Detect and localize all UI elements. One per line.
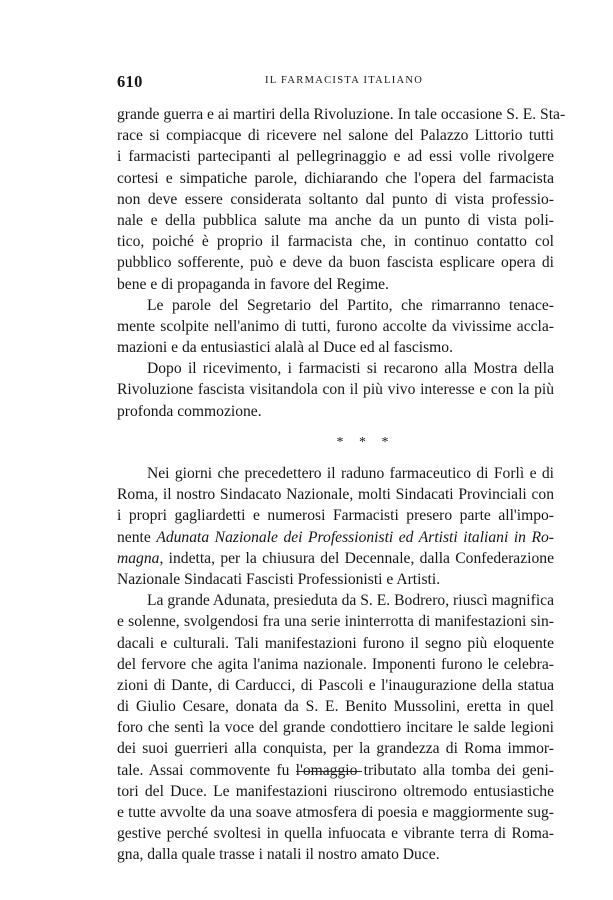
text-line: i farmacisti partecipanti al pellegrinaggio e ad essi volle rivolgere <box>117 148 554 166</box>
page-header <box>117 72 554 94</box>
paragraph <box>117 104 566 295</box>
text-line: foro che sentì la voce del grande condottiero incitare le salde legioni <box>117 719 554 737</box>
text-line: nale e della pubblica salute ma anche da un punto di vista poli- <box>117 211 554 229</box>
text-line: Dopo il ricevimento, i farmacisti si recarono alla Mostra della <box>147 360 554 378</box>
text-line: mazioni e da entusiastici alalà al Duce ed al fascismo. <box>117 339 453 357</box>
paragraph <box>117 358 554 422</box>
text-line: pubblico sofferente, può e deve da buon fascista esplicare opera di <box>117 254 554 272</box>
text-line: mente scolpite nell'animo di tutti, furono accolte da vivissime accla- <box>117 317 554 335</box>
text-line: di Giulio Cesare, donata da S. E. Benito Mussolini, eretta in quel <box>117 698 554 716</box>
page-number: 610 <box>117 72 143 91</box>
text-line: nente Adunata Nazionale dei Professionisti ed Artisti italiani in Ro- <box>117 528 554 546</box>
end-rule <box>296 771 362 772</box>
text-line: cortesi e simpatiche parole, dichiarando che l'opera del farmacista <box>117 169 554 187</box>
text-line: gestive perché svoltesi in quella infuocata e vibrante terra di Roma- <box>117 825 554 843</box>
text-line: bene e di propaganda in favore del Regime. <box>117 275 389 293</box>
text-line: profonda commozione. <box>117 402 262 420</box>
text-line: magna, indetta, per la chiusura del Decennale, dalla Confederazione <box>117 549 554 567</box>
text-line: grande guerra e ai martiri della Rivoluzione. In tale occasione S. E. Sta- <box>117 106 566 123</box>
text-line: Le parole del Segretario del Partito, che rimarranno tenace- <box>147 296 554 314</box>
text-line: Roma, il nostro Sindacato Nazionale, molti Sindacati Provinciali con <box>117 486 554 504</box>
text-line: Rivoluzione fascista visitandola con il più vivo interesse e con la più <box>117 381 554 399</box>
text-line: del fervore che agita l'anima nazionale. Imponenti furono le celebra- <box>117 655 554 673</box>
text-line: zioni di Dante, di Carducci, di Pascoli e l'inaugurazione della statua <box>117 676 554 694</box>
paragraph <box>117 590 554 865</box>
paragraph <box>117 295 554 359</box>
running-head: IL FARMACISTA ITALIANO <box>265 75 424 86</box>
paragraph <box>117 463 554 590</box>
text-line: gna, dalla quale trasse i natali il nostro amato Duce. <box>117 846 440 864</box>
text-line: Nei giorni che precedettero il raduno farmaceutico di Forlì e di <box>147 465 554 482</box>
section-break: * * * <box>336 434 395 450</box>
text-line: tale. Assai commovente fu l'omaggio tributato alla tomba dei geni- <box>117 761 554 779</box>
text-line: e tutte avvolte da una soave atmosfera di poesia e maggiormente sug- <box>117 804 554 821</box>
text-line: dei suoi guerrieri alla conquista, per la grandezza di Roma immor- <box>117 740 554 758</box>
body-text <box>117 104 566 866</box>
text-line: dacali e culturali. Tali manifestazioni furono il segno più eloquente <box>117 634 554 652</box>
text-line: Nazionale Sindacati Fascisti Professionisti e Artisti. <box>117 570 441 588</box>
text-line: i propri gagliardetti e numerosi Farmacisti presero parte all'impo- <box>117 507 554 525</box>
text-line: e solenne, svolgendosi fra una serie ininterrotta di manifestazioni sin- <box>117 613 554 631</box>
text-line: race si compiacque di ricevere nel salone del Palazzo Littorio tutti <box>117 127 554 145</box>
text-line: tico, poiché è proprio il farmacista che, in continuo contatto col <box>117 233 554 251</box>
text-line: non deve essere considerata soltanto dal punto di vista professio- <box>117 190 554 208</box>
text-line: tori del Duce. Le manifestazioni riuscirono oltremodo entusiastiche <box>117 782 554 800</box>
text-line: La grande Adunata, presieduta da S. E. Bodrero, riuscì magnifica <box>147 592 554 610</box>
